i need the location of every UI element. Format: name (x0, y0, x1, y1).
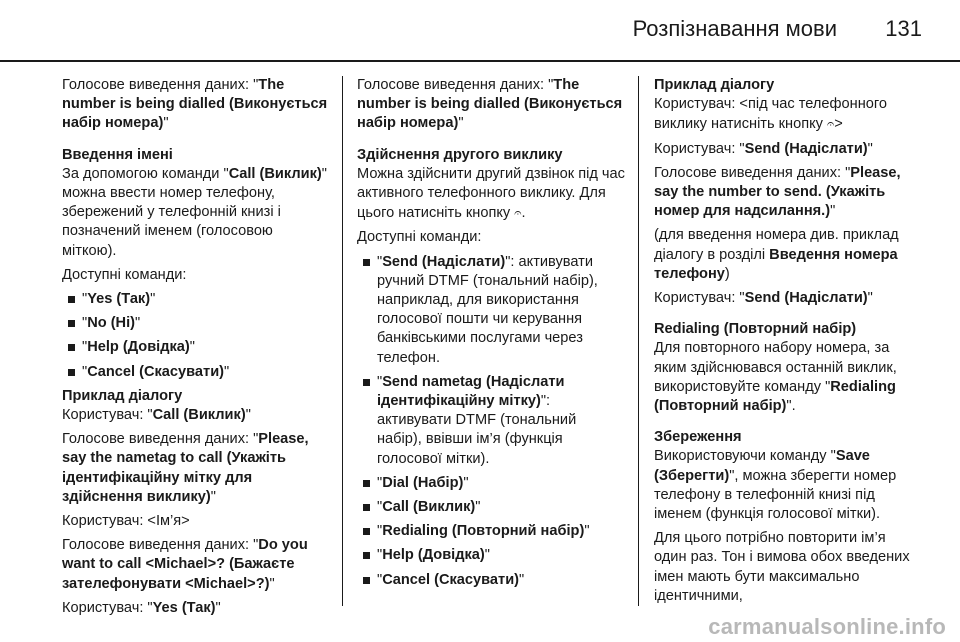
list-item: "Help (Довідка)" (62, 338, 330, 357)
paragraph: Можна здійснити другий дзвінок під час активного телефонного виклику. Для цього натисніть кнопку 𝄐. (357, 165, 625, 222)
phone-icon: 𝄐 (514, 205, 522, 221)
section-heading-save: Збереження (654, 429, 742, 446)
paragraph: Голосове виведення даних: "The number is being dialled (Виконується набір номера)" (357, 77, 623, 132)
list-item: "Dial (Набір)" (357, 474, 625, 493)
list-item: "Cancel (Скасувати)" (62, 363, 330, 382)
page-title: Розпізнавання мови (632, 16, 837, 41)
column-1 (62, 76, 330, 623)
column-divider (638, 76, 639, 606)
paragraph: Голосове виведення даних: "Do you want to call <Michael>? (Бажаєте зателефонувати <Michael>?)" (62, 537, 308, 592)
paragraph: (для введення номера див. приклад діалогу в розділі Введення номера телефону) (654, 227, 899, 282)
command-list (62, 290, 330, 382)
paragraph: Користувач: "Yes (Так)" (62, 599, 221, 616)
paragraph: Користувач: <під час телефонного виклику натисніть кнопку 𝄐> (654, 96, 887, 133)
list-item: "Redialing (Повторний набір)" (357, 522, 625, 541)
list-item: "Send (Надіслати)": активувати ручний DTMF (тональний набір), наприклад, для використання голосової пошти чи керування банківськими послугами через телефон. (357, 253, 625, 368)
paragraph: За допомогою команди "Call (Виклик)" можна ввести номер телефону, збережений у телефонній книзі і позначений іменем (голосовою міткою). (62, 165, 327, 259)
column-3 (654, 76, 922, 611)
watermark: carmanualsonline.info (708, 614, 946, 639)
section-heading-name-entry: Введення імені (62, 146, 173, 163)
paragraph: Користувач: "Call (Виклик)" (62, 407, 251, 424)
list-item: "No (Ні)" (62, 314, 330, 333)
section-heading-example: Приклад діалогу (62, 387, 183, 404)
paragraph: Використовуючи команду "Save (Зберегти)", можна зберегти номер телефону в телефонній книзі під іменем (функція голосової мітки). (654, 448, 897, 523)
paragraph: Голосове виведення даних: "The number is being dialled (Виконується набір номера)" (62, 77, 328, 132)
paragraph: Для цього потрібно повторити ім’я один раз. Тон і вимова обох введених імен мають бути максимально ідентичними, (654, 530, 910, 604)
section-heading-redial: Redialing (Повторний набір) (654, 321, 857, 338)
list-item: "Call (Виклик)" (357, 498, 625, 517)
section-heading-second-call: Здійснення другого виклику (357, 146, 563, 163)
paragraph: Користувач: "Send (Надіслати)" (654, 140, 873, 157)
paragraph: Користувач: <Ім’я> (62, 513, 190, 530)
list-item: "Yes (Так)" (62, 290, 330, 309)
header-divider (0, 60, 960, 62)
paragraph: Голосове виведення даних: "Please, say the nametag to call (Укажіть ідентифікаційну мітку для здійснення виклику)" (62, 431, 309, 505)
command-list (357, 253, 625, 590)
page-header (0, 0, 960, 62)
page-number: 131 (885, 16, 922, 41)
paragraph: Доступні команди: (62, 266, 187, 283)
paragraph: Користувач: "Send (Надіслати)" (654, 290, 873, 307)
section-heading-example: Приклад діалогу (654, 77, 775, 93)
paragraph: Доступні команди: (357, 229, 482, 246)
paragraph: Для повторного набору номера, за яким здійснювався останній виклик, використовуйте команду "Redialing (Повторний набір)". (654, 340, 897, 415)
paragraph: Голосове виведення даних: "Please, say the number to send. (Укажіть номер для надсилання.)" (654, 164, 901, 220)
list-item: "Cancel (Скасувати)" (357, 571, 625, 590)
list-item: "Send nametag (Надіслати ідентифікаційну мітку)": активувати DTMF (тональний набір), ввівши ім’я (функція голосової мітки). (357, 373, 625, 469)
column-2 (357, 76, 625, 595)
list-item: "Help (Довідка)" (357, 546, 625, 565)
phone-icon: 𝄐 (827, 116, 835, 132)
column-divider (342, 76, 343, 606)
